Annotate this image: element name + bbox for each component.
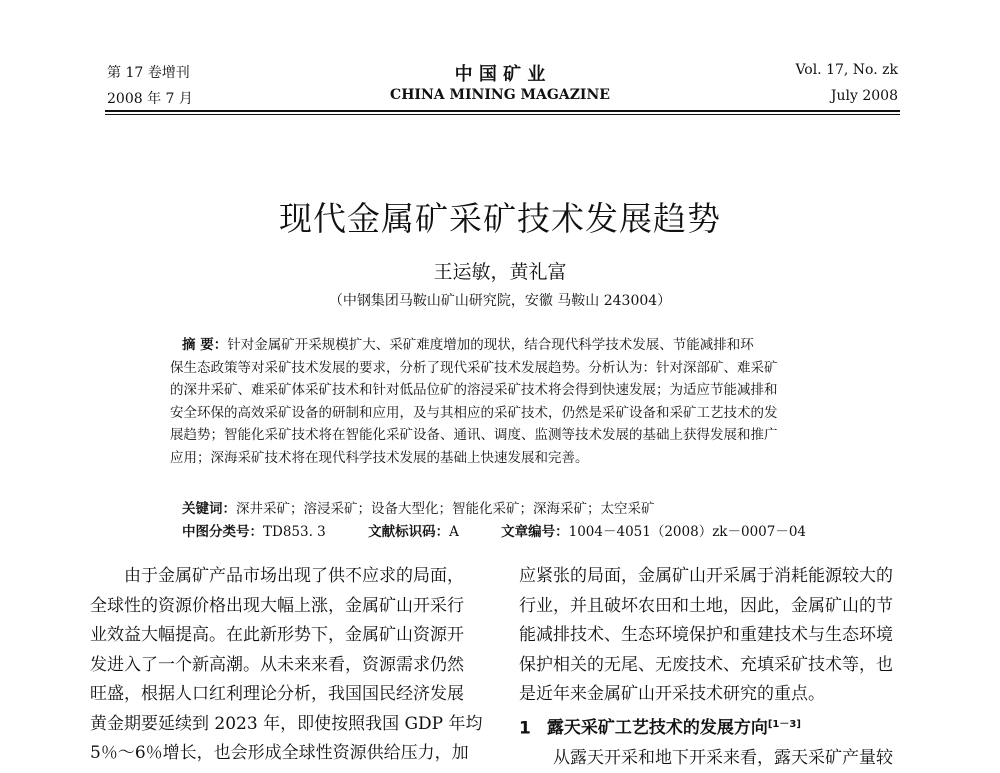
body-line: 由于金属矿产品市场出现了供不应求的局面， <box>90 566 464 586</box>
abstract-line: 应用；深海采矿技术将在现代科学技术发展的基础上快速发展和完善。 <box>170 449 589 466</box>
body-line: 保护相关的无尾、无废技术、充填采矿技术等，也 <box>519 654 893 675</box>
header-date-en: July 2008 <box>830 88 898 104</box>
clc-label: 中图分类号： <box>182 524 263 540</box>
section-number: 1 <box>519 718 531 739</box>
abstract-line <box>170 334 870 357</box>
body-line: 能减排技术、生态环境保护和重建技术与生态环境 <box>519 625 893 645</box>
body-line: 5％～6％增长，也会形成全球性资源供给压力，加 <box>90 743 469 763</box>
header-volume-en: Vol. 17, No. zk <box>795 62 898 78</box>
journal-title-cn: 中 国 矿 业 <box>454 64 546 85</box>
body-line: 全球性的资源价格出现大幅上涨，金属矿山开采行 <box>90 595 464 616</box>
section-title: 露天采矿工艺技术的发展方向 <box>546 718 768 739</box>
article-no-value: 1004－4051（2008）zk－0007－04 <box>568 524 807 540</box>
body-line: 业效益大幅提高。在此新形势下，金属矿山资源开 <box>90 625 464 645</box>
abstract-block <box>170 334 870 469</box>
body-line: 行业，并且破坏农田和土地，因此，金属矿山的节 <box>519 595 893 616</box>
article-affiliation: （中钢集团马鞍山矿山研究院，安徽 马鞍山 243004） <box>328 293 672 309</box>
section-ref: [1－3] <box>767 718 801 730</box>
body-line: 黄金期要延续到 2023 年，即使按照我国 GDP 年均 <box>90 713 483 734</box>
abstract-line: 安全环保的高效采矿设备的研制和应用，及与其相应的采矿技术，仍然是采矿设备和采矿工艺技术的发 <box>170 404 778 421</box>
body-right-column <box>519 562 893 773</box>
abstract-text: 针对金属矿开采规模扩大、采矿难度增加的现状，结合现代科学技术发展、节能减排和环 <box>227 337 754 353</box>
abstract-line: 的深井采矿、难采矿体采矿技术和针对低品位矿的溶浸采矿技术将会得到快速发展；为适应节能减排和 <box>170 382 778 398</box>
body-line: 是近年来金属矿山开采技术研究的重点。 <box>519 684 825 704</box>
header-rule-thick <box>105 110 900 112</box>
header-volume-cn: 第 17 卷增刊 <box>107 65 190 81</box>
body-left-column <box>90 562 483 769</box>
keywords-text: 深井采矿；溶浸采矿；设备大型化；智能化采矿；深海采矿；太空采矿 <box>236 501 655 517</box>
body-line: 旺盛，根据人口红利理论分析，我国国民经济发展 <box>90 684 464 704</box>
article-no-label: 文章编号： <box>501 524 569 540</box>
clc-value: TD853. 3 <box>263 524 326 540</box>
keywords-line <box>182 497 655 517</box>
body-line: 发进入了一个新高潮。从未来来看，资源需求仍然 <box>90 654 464 675</box>
abstract-line: 展趋势；智能化采矿技术将在智能化采矿设备、通讯、调度、监测等技术发展的基础上获得发展和推广 <box>170 427 778 443</box>
section-heading <box>519 710 893 744</box>
body-line: 应紧张的局面，金属矿山开采属于消耗能源较大的 <box>519 566 893 586</box>
article-title: 现代金属矿采矿技术发展趋势 <box>279 199 721 238</box>
classification-line <box>182 520 806 540</box>
abstract-line: 保生态政策等对采矿技术发展的要求，分析了现代采矿技术发展趋势。分析认为：针对深部矿、难采矿 <box>170 359 778 376</box>
article-authors: 王运敏，黄礼富 <box>433 261 567 283</box>
header-date-cn: 2008 年 7 月 <box>107 91 193 107</box>
keywords-label: 关键词： <box>182 501 236 517</box>
body-line: 从露天开采和地下开采来看，露天采矿产量较 <box>519 747 893 768</box>
journal-title-en: CHINA MINING MAGAZINE <box>390 87 610 103</box>
abstract-label: 摘 要： <box>182 337 228 353</box>
doc-code-value: A <box>449 524 459 540</box>
doc-code-label: 文献标识码： <box>368 524 450 540</box>
header-rule-thin <box>105 114 900 115</box>
